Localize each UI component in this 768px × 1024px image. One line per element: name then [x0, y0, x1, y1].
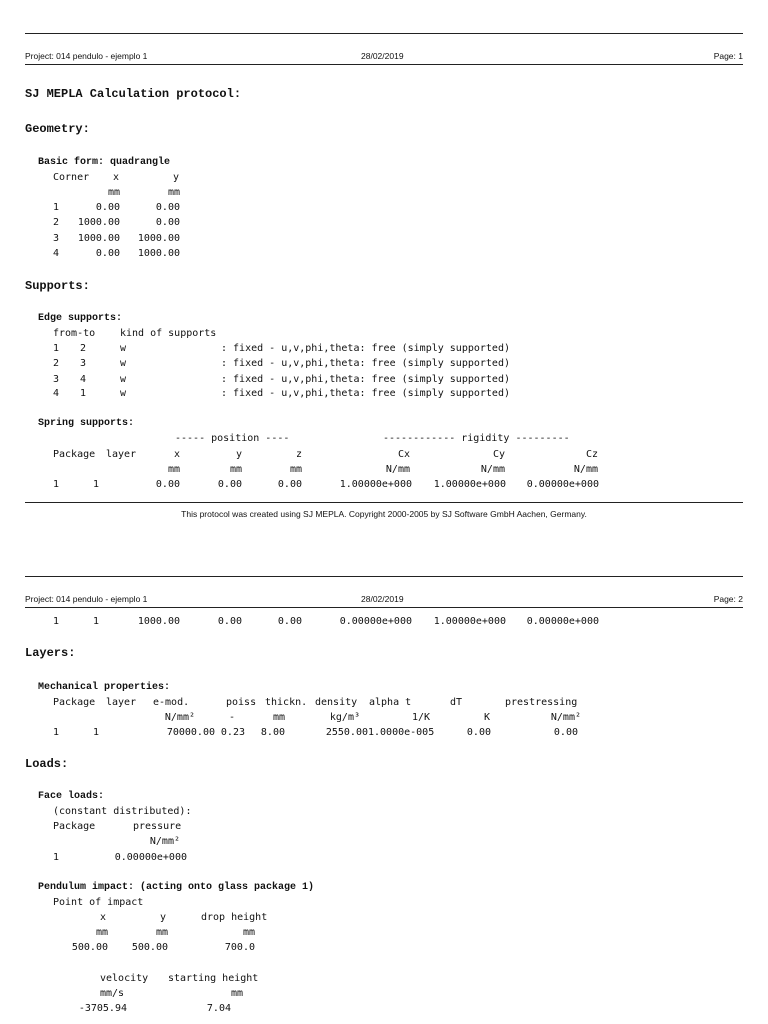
- spring-supports-heading: Spring supports:: [38, 418, 135, 429]
- spring-y: 0.00: [217, 616, 242, 627]
- spring-col-z: z: [295, 449, 302, 460]
- edge-to: 3: [80, 358, 87, 369]
- geometry-unit-y: mm: [167, 187, 180, 198]
- starting-height-unit: mm: [230, 988, 243, 999]
- corner-x: 1000.00: [77, 233, 120, 244]
- corner-y: 0.00: [155, 202, 180, 213]
- edge-kind: w: [120, 343, 127, 354]
- layer-col-poiss: poiss: [226, 697, 257, 708]
- layer-col-alpha: alpha t: [369, 697, 412, 708]
- impact-unit-x: mm: [95, 927, 108, 938]
- layer-density: 2550.00: [325, 727, 368, 738]
- spring-z: 0.00: [277, 616, 302, 627]
- edge-to: 1: [80, 388, 87, 399]
- edge-kind: w: [120, 358, 127, 369]
- page2-header-rule: [25, 607, 743, 608]
- corner-id: 2: [53, 217, 60, 228]
- spring-unit-z: mm: [289, 464, 302, 475]
- spring-col-package: Package: [53, 449, 96, 460]
- starting-height-value: 7.04: [206, 1003, 231, 1014]
- corner-y: 1000.00: [137, 233, 180, 244]
- page2-top-rule: [25, 576, 743, 577]
- impact-drop-height: 700.0: [224, 942, 255, 953]
- corner-x: 0.00: [95, 248, 120, 259]
- spring-cz: 0.00000e+000: [526, 479, 599, 490]
- report-date: 28/02/2019: [361, 594, 404, 604]
- face-pressure: 0.00000e+000: [114, 852, 187, 863]
- impact-x: 500.00: [71, 942, 108, 953]
- corner-y: 1000.00: [137, 248, 180, 259]
- layer-col-layer: layer: [106, 697, 137, 708]
- spring-col-cz: Cz: [585, 449, 598, 460]
- edge-to: 4: [80, 374, 87, 385]
- corner-id: 3: [53, 233, 60, 244]
- loads-heading: Loads:: [25, 757, 69, 771]
- geometry-col-corner: Corner: [53, 172, 90, 183]
- spring-layer: 1: [93, 479, 100, 490]
- report-date: 28/02/2019: [361, 51, 404, 61]
- layer-col-density: density: [315, 697, 358, 708]
- layer-package: 1: [53, 727, 60, 738]
- edge-kind: w: [120, 374, 127, 385]
- velocity-value: -3705.94: [78, 1003, 127, 1014]
- spring-col-cx: Cx: [397, 449, 410, 460]
- layer-unit-dt: K: [483, 712, 490, 723]
- corner-x: 0.00: [95, 202, 120, 213]
- edge-supports-heading: Edge supports:: [38, 313, 123, 324]
- velocity-col: velocity: [100, 973, 149, 984]
- page1-footer: This protocol was created using SJ MEPLA. Copyright 2000-2005 by SJ Software GmbH Aachen, Germany.: [181, 509, 587, 519]
- spring-x: 1000.00: [137, 616, 180, 627]
- spring-layer: 1: [93, 616, 100, 627]
- edge-col-fromto: from-to: [53, 328, 96, 339]
- edge-desc: : fixed - u,v,phi,theta: free (simply supported): [221, 374, 510, 385]
- velocity-unit: mm/s: [100, 988, 125, 999]
- spring-unit-cx: N/mm: [385, 464, 410, 475]
- geometry-col-y: y: [173, 172, 180, 183]
- spring-cz: 0.00000e+000: [526, 616, 599, 627]
- spring-cy: 1.00000e+000: [433, 479, 506, 490]
- spring-col-y: y: [235, 449, 242, 460]
- document-title: SJ MEPLA Calculation protocol:: [25, 87, 242, 101]
- edge-col-kind: kind of supports: [120, 328, 217, 339]
- edge-desc: : fixed - u,v,phi,theta: free (simply supported): [221, 358, 510, 369]
- layer-unit-alpha: 1/K: [411, 712, 430, 723]
- geometry-col-x: x: [113, 172, 120, 183]
- layer-unit-poiss: -: [228, 712, 235, 723]
- edge-desc: : fixed - u,v,phi,theta: free (simply supported): [221, 343, 510, 354]
- edge-from: 2: [53, 358, 60, 369]
- spring-unit-y: mm: [229, 464, 242, 475]
- project-name: Project: 014 pendulo - ejemplo 1: [25, 594, 148, 604]
- face-loads-subtitle: (constant distributed):: [53, 806, 192, 817]
- spring-cx: 1.00000e+000: [339, 479, 412, 490]
- geometry-heading: Geometry:: [25, 122, 90, 136]
- edge-desc: : fixed - u,v,phi,theta: free (simply supported): [221, 388, 510, 399]
- supports-heading: Supports:: [25, 279, 90, 293]
- layer-unit-density: kg/m³: [329, 712, 360, 723]
- face-col-package: Package: [53, 821, 96, 832]
- pendulum-impact-heading: Pendulum impact: (acting onto glass package 1): [38, 882, 315, 893]
- point-of-impact-label: Point of impact: [53, 897, 144, 908]
- layer-alpha: 1.0000e-005: [368, 727, 435, 738]
- starting-height-col: starting height: [168, 973, 259, 984]
- geometry-unit-x: mm: [107, 187, 120, 198]
- impact-col-x: x: [100, 912, 107, 923]
- page-number: Page: 1: [713, 51, 743, 61]
- page-number: Page: 2: [713, 594, 743, 604]
- spring-col-x: x: [173, 449, 180, 460]
- spring-cy: 1.00000e+000: [433, 616, 506, 627]
- layer-thickn: 8.00: [260, 727, 285, 738]
- face-loads-heading: Face loads:: [38, 791, 105, 802]
- page1-footer-rule: [25, 502, 743, 503]
- spring-x: 0.00: [155, 479, 180, 490]
- corner-x: 1000.00: [77, 217, 120, 228]
- spring-unit-cz: N/mm: [573, 464, 598, 475]
- spring-package: 1: [53, 616, 60, 627]
- layers-heading: Layers:: [25, 646, 76, 660]
- spring-cx: 0.00000e+000: [339, 616, 412, 627]
- layer-poiss: 0.23: [220, 727, 245, 738]
- spring-group-position: ----- position ----: [175, 433, 290, 444]
- impact-y: 500.00: [131, 942, 168, 953]
- impact-col-y: y: [160, 912, 167, 923]
- edge-kind: w: [120, 388, 127, 399]
- project-name: Project: 014 pendulo - ejemplo 1: [25, 51, 148, 61]
- spring-col-layer: layer: [106, 449, 137, 460]
- layer-unit-thickn: mm: [272, 712, 285, 723]
- layer-emod: 70000.00: [166, 727, 215, 738]
- layer-unit-prestressing: N/mm²: [550, 712, 581, 723]
- edge-from: 1: [53, 343, 60, 354]
- layer-col-emod: e-mod.: [153, 697, 190, 708]
- layer-col-package: Package: [53, 697, 96, 708]
- layer-unit-emod: N/mm²: [164, 712, 195, 723]
- spring-unit-cy: N/mm: [480, 464, 505, 475]
- mechanical-properties-heading: Mechanical properties:: [38, 682, 171, 693]
- edge-from: 3: [53, 374, 60, 385]
- impact-col-drop: drop height: [201, 912, 268, 923]
- basic-form-heading: Basic form: quadrangle: [38, 157, 171, 168]
- spring-z: 0.00: [277, 479, 302, 490]
- spring-col-cy: Cy: [492, 449, 505, 460]
- spring-group-rigidity: ------------ rigidity ---------: [383, 433, 570, 444]
- impact-unit-y: mm: [155, 927, 168, 938]
- edge-from: 4: [53, 388, 60, 399]
- layer-col-dt: dT: [450, 697, 463, 708]
- spring-unit-x: mm: [167, 464, 180, 475]
- face-col-pressure: pressure: [133, 821, 182, 832]
- face-unit-pressure: N/mm²: [149, 836, 180, 847]
- page1-top-rule: [25, 33, 743, 34]
- corner-y: 0.00: [155, 217, 180, 228]
- layer-col-thickn: thickn.: [265, 697, 308, 708]
- layer-layer: 1: [93, 727, 100, 738]
- face-package: 1: [53, 852, 60, 863]
- layer-dt: 0.00: [466, 727, 491, 738]
- page1-header-rule: [25, 64, 743, 65]
- corner-id: 4: [53, 248, 60, 259]
- layer-prestressing: 0.00: [553, 727, 578, 738]
- edge-to: 2: [80, 343, 87, 354]
- layer-col-prestressing: prestressing: [505, 697, 578, 708]
- spring-package: 1: [53, 479, 60, 490]
- impact-unit-drop: mm: [242, 927, 255, 938]
- spring-y: 0.00: [217, 479, 242, 490]
- corner-id: 1: [53, 202, 60, 213]
